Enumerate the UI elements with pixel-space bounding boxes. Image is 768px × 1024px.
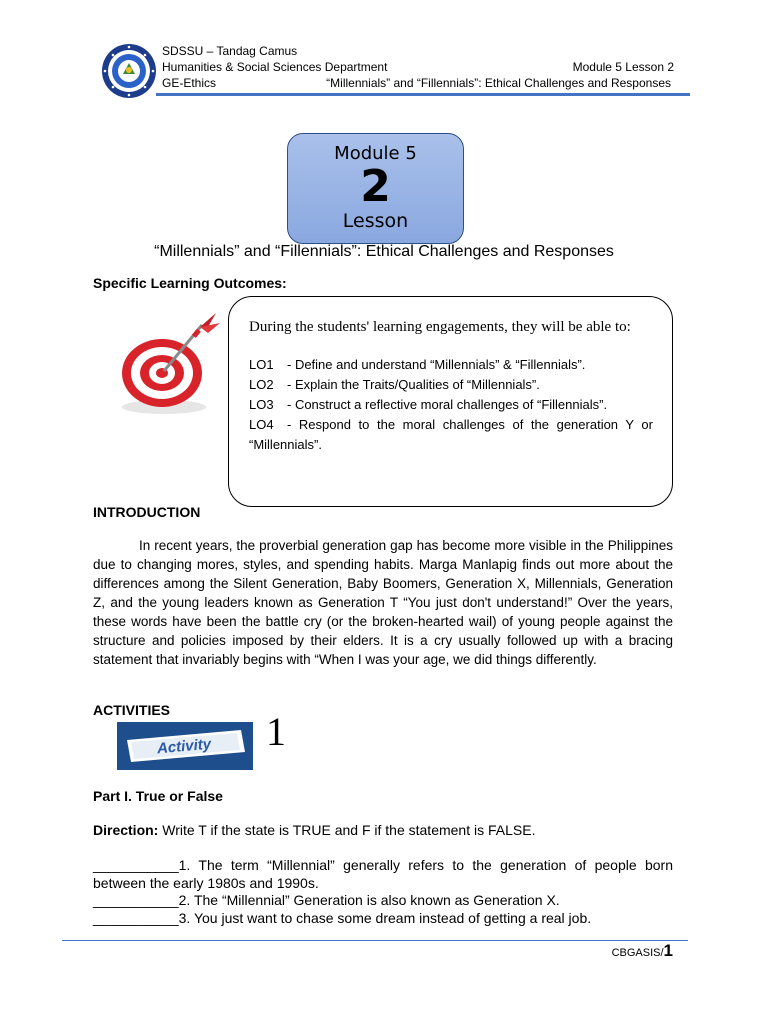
learning-outcome — [249, 395, 653, 415]
header-school: SDSSU – Tandag Camus — [162, 44, 298, 58]
learning-outcome — [249, 355, 653, 375]
outcome-code: LO2 — [249, 377, 274, 392]
footer — [612, 941, 673, 961]
header-title: “Millennials” and “Fillennials”: Ethical Challenges and Responses — [326, 76, 671, 90]
page-number: 1 — [663, 941, 673, 960]
outcome-code: LO3 — [249, 397, 274, 412]
introduction-paragraph: In recent years, the proverbial generation gap has become more visible in the Philippines due to changing mores, styles, and spending habits. Marga Manlapig finds out more about the differences among the Silent Generation, Baby Boomers, Generation X, Millennials, Generation Z, and the young leaders known as Generation T “You just don't understand!” Over the years, these words have been the battle cry (or the broken-hearted wail) of young people against the structure and policies imposed by their elders. It is a cry usually followed up with a bracing statement that invariably begins with “When I was your age, we did things differently. — [93, 538, 673, 667]
lesson-label: Lesson — [342, 210, 409, 232]
target-dart-icon — [112, 305, 230, 417]
outcomes-heading: Specific Learning Outcomes: — [93, 275, 287, 291]
direction-text: Write T if the state is TRUE and F if the statement is FALSE. — [158, 822, 536, 838]
true-false-item: ___________1. The term “Millennial” generally refers to the generation of people born between the early 1980s and 1990s. — [93, 857, 673, 891]
outcome-text: - Respond to the moral challenges of the generation Y or “Millennials”. — [249, 417, 653, 452]
header-divider — [156, 93, 690, 96]
true-false-item: ___________3. You just want to chase some dream instead of getting a real job. — [93, 910, 592, 926]
outcome-text: - Define and understand “Millennials” & “Fillennials”. — [287, 357, 586, 372]
direction-line — [93, 822, 535, 838]
header-department: Humanities & Social Sciences Department — [162, 60, 388, 74]
outcome-text: - Explain the Traits/Qualities of “Millennials”. — [287, 377, 540, 392]
university-seal — [101, 43, 157, 99]
header-subject: GE-Ethics — [162, 76, 217, 90]
outcomes-intro: During the students' learning engagements, they will be able to: — [249, 319, 631, 335]
introduction-heading: INTRODUCTION — [93, 504, 201, 520]
module-lesson-box — [287, 133, 464, 244]
header-module-lesson: Module 5 Lesson 2 — [572, 60, 674, 74]
direction-label: Direction: — [93, 822, 159, 838]
footer-code: CBGASIS/ — [611, 947, 664, 959]
learning-outcome — [249, 415, 653, 455]
outcome-code: LO1 — [249, 357, 274, 372]
learning-outcome — [249, 375, 653, 395]
part-heading: Part I. True or False — [93, 788, 223, 804]
activities-heading: ACTIVITIES — [93, 702, 171, 718]
true-false-item: ___________2. The “Millennial” Generation is also known as Generation X. — [93, 892, 560, 908]
activity-badge-label: Activity — [156, 735, 212, 758]
footer-divider — [62, 940, 688, 941]
activity-number: 1 — [266, 709, 286, 754]
lesson-number: 2 — [360, 161, 391, 212]
outcome-text: - Construct a reflective moral challenges of “Fillennials”. — [287, 397, 608, 412]
outcome-code: LO4 — [249, 417, 274, 432]
activity-badge — [117, 722, 253, 770]
lesson-title: “Millennials” and “Fillennials”: Ethical Challenges and Responses — [154, 243, 614, 260]
module-label: Module 5 — [334, 143, 417, 164]
